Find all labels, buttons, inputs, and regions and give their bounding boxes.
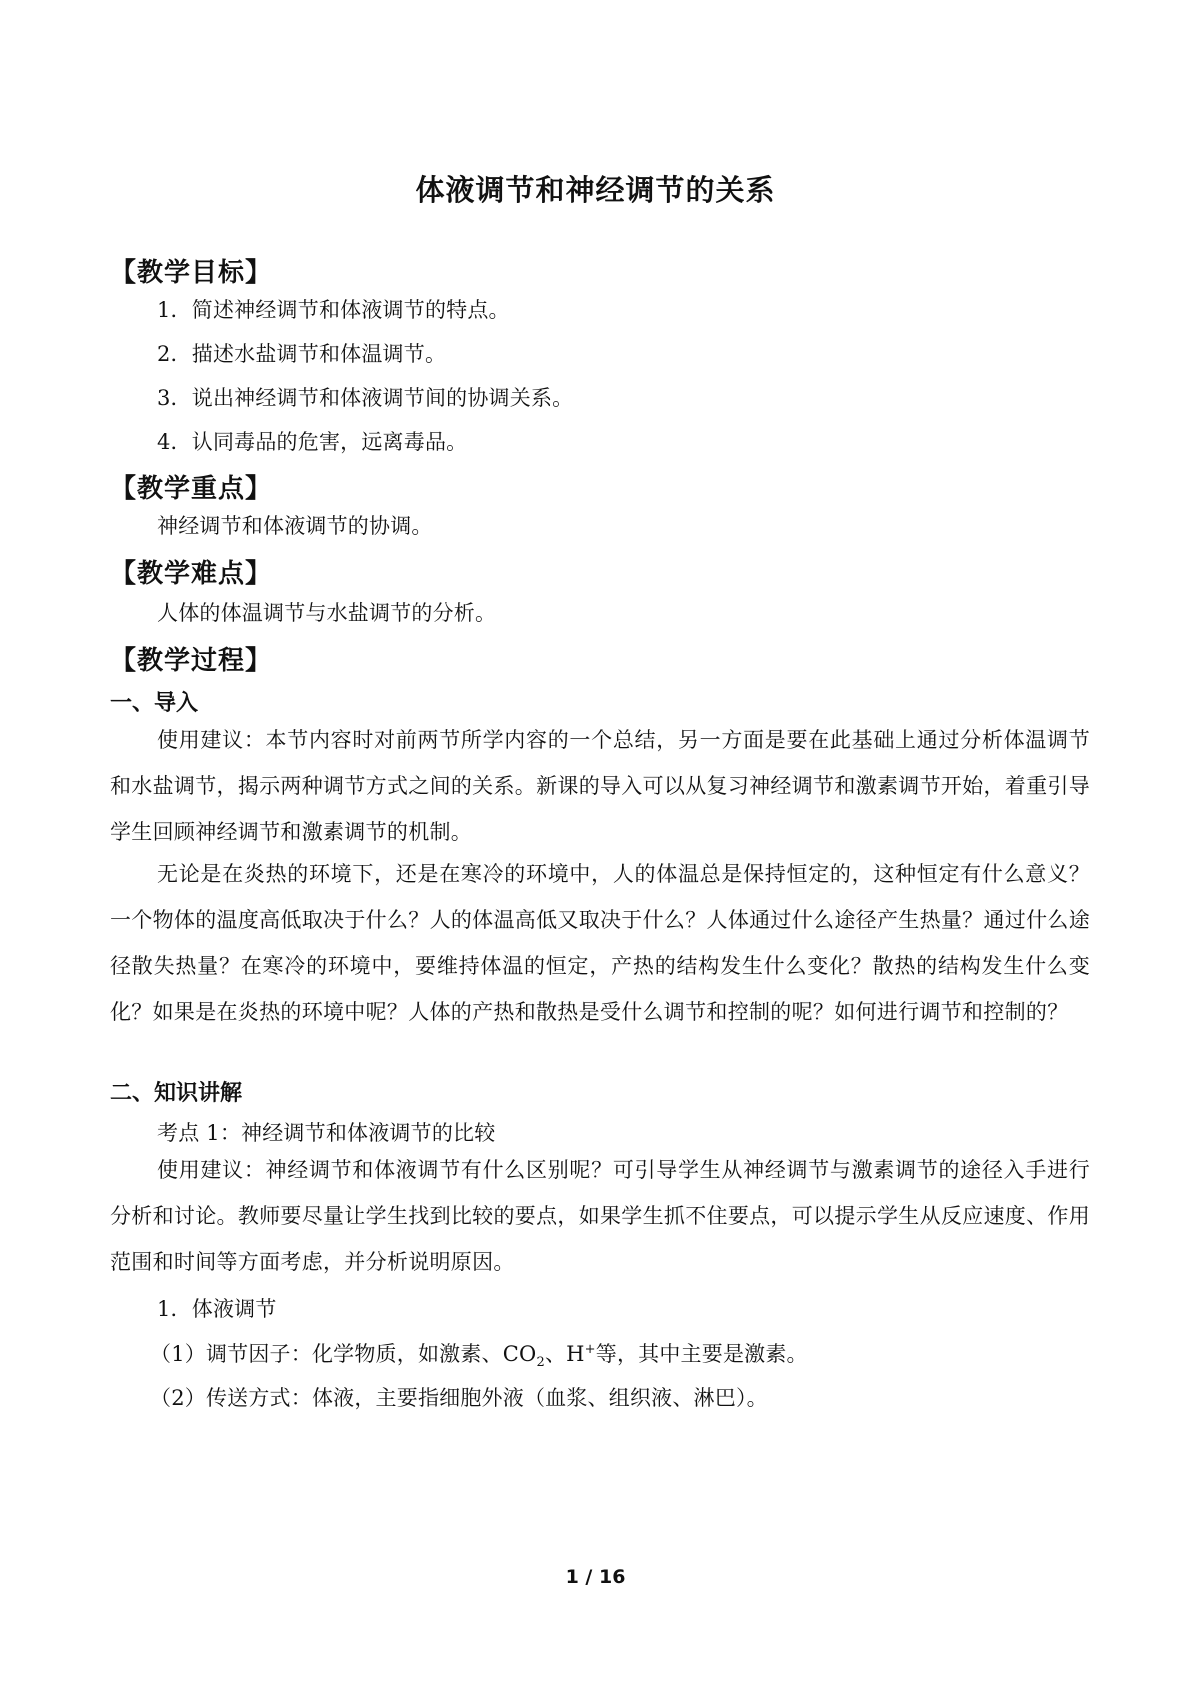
objectives-heading: 【教学目标】 — [110, 258, 273, 288]
intro-paragraph-2: 无论是在炎热的环境下，还是在寒冷的环境中，人的体温总是保持恒定的，这种恒定有什么意义？一个物体的温度高低取决于什么？人的体温高低又取决于什么？人体通过什么途径产生热量？通过什么途径散失热量？在寒冷的环境中，要维持体温的恒定，产热的结构发生什么变化？散热的结构发生什么变化？如果是在炎热的环境中呢？人体的产热和散热是受什么调节和控制的呢？如何进行调节和控制的？ — [110, 862, 1090, 1024]
process-heading: 【教学过程】 — [110, 646, 273, 676]
list-subitem-regulating-factor: （1）调节因子：化学物质，如激素、$CO_2$、H+等，其中主要是激素。 — [150, 1342, 808, 1371]
key-topic-1: 考点 1：神经调节和体液调节的比较 — [157, 1121, 496, 1145]
objective-item-3: 3．说出神经调节和体液调节间的协调关系。 — [157, 386, 574, 410]
difficulty-heading: 【教学难点】 — [110, 559, 273, 589]
knowledge-paragraph-1: 使用建议：神经调节和体液调节有什么区别呢？可引导学生从神经调节与激素调节的途径入手进行分析和讨论。教师要尽量让学生找到比较的要点，如果学生抓不住要点，可以提示学生从反应速度、作用范围和时间等方面考虑，并分析说明原因。 — [110, 1158, 1090, 1274]
list-subitem-transport-method: （2）传送方式：体液，主要指细胞外液（血浆、组织液、淋巴）。 — [150, 1386, 768, 1410]
key-point-heading: 【教学重点】 — [110, 474, 273, 504]
key-point-text: 神经调节和体液调节的协调。 — [157, 514, 433, 538]
objective-item-1: 1．简述神经调节和体液调节的特点。 — [157, 298, 510, 322]
page-number: 1 / 16 — [565, 1566, 626, 1588]
objective-item-4: 4．认同毒品的危害，远离毒品。 — [157, 430, 468, 454]
intro-heading: 一、导入 — [110, 691, 199, 716]
list-item-humoral-regulation: 1．体液调节 — [157, 1297, 277, 1321]
intro-paragraph-1: 使用建议：本节内容时对前两节所学内容的一个总结，另一方面是要在此基础上通过分析体温调节和水盐调节，揭示两种调节方式之间的关系。新课的导入可以从复习神经调节和激素调节开始，着重引导学生回顾神经调节和激素调节的机制。 — [110, 728, 1090, 844]
objective-item-2: 2．描述水盐调节和体温调节。 — [157, 342, 447, 366]
knowledge-heading: 二、知识讲解 — [110, 1081, 243, 1106]
difficulty-text: 人体的体温调节与水盐调节的分析。 — [157, 601, 497, 625]
document-title: 体液调节和神经调节的关系 — [415, 173, 776, 207]
